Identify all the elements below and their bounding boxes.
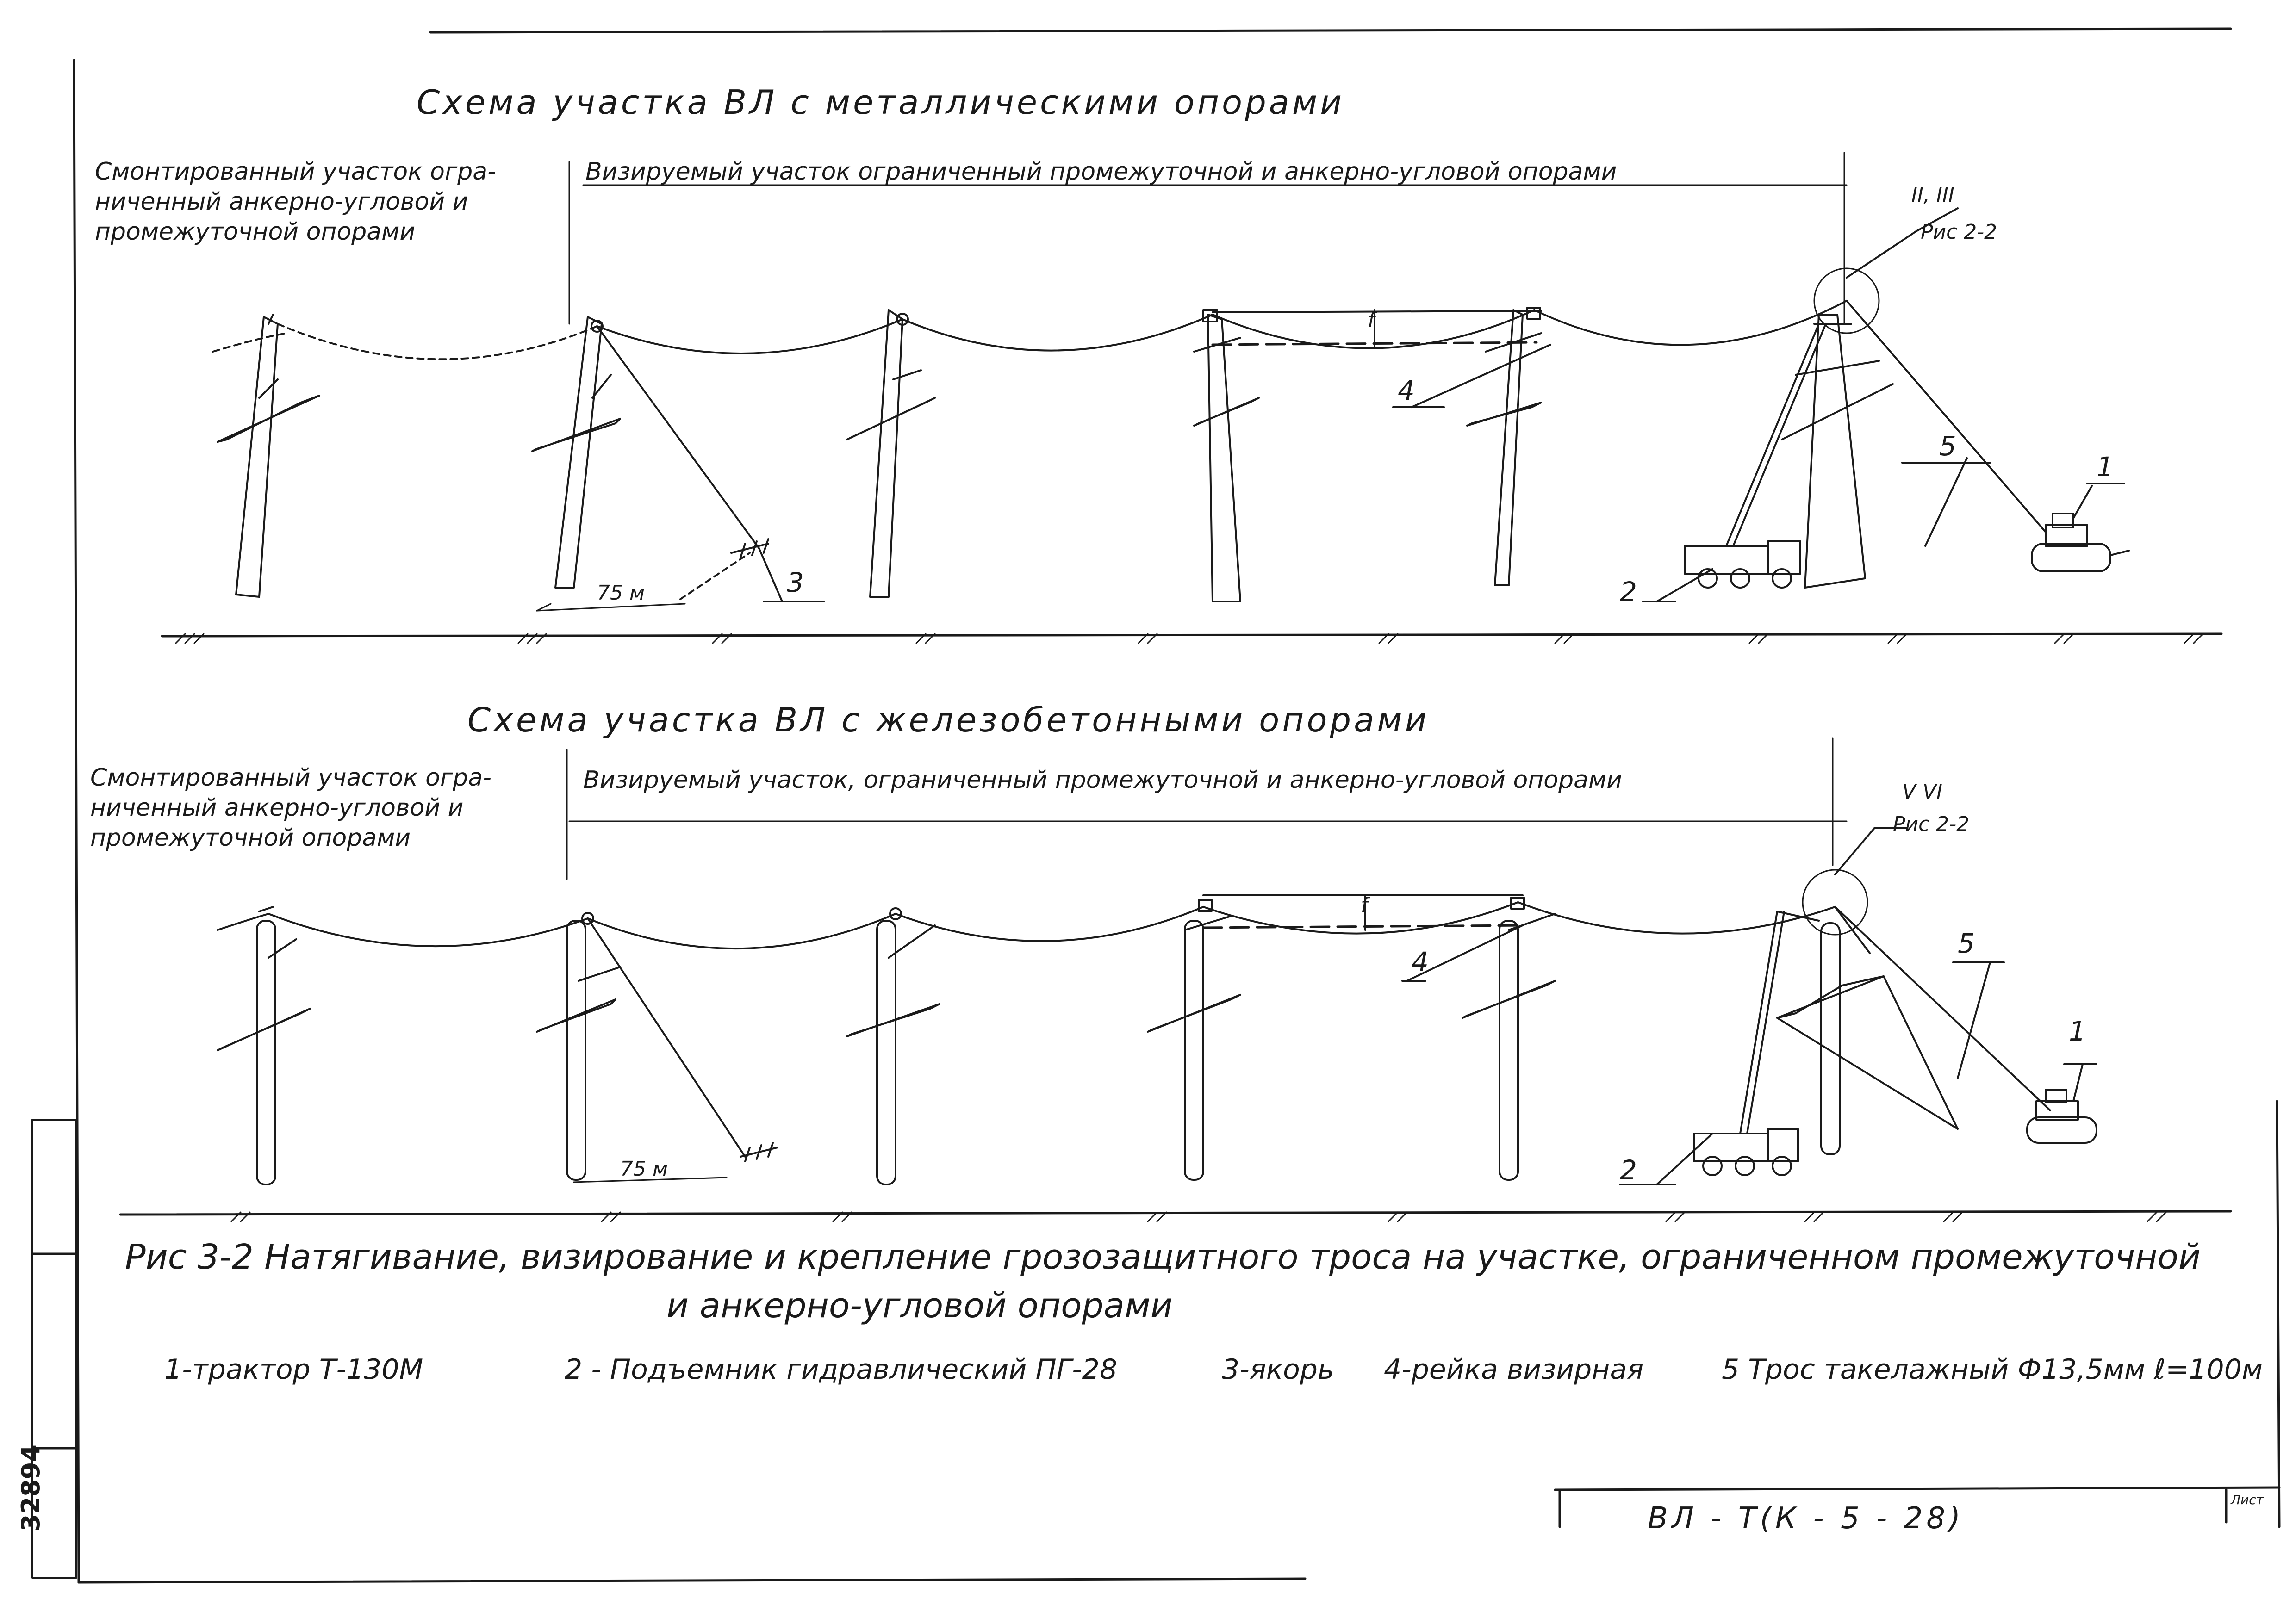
bottom-callout-tractor: 1 [2069,1016,2086,1047]
stamp-designation: ВЛ - Т(К - 5 - 28) [1648,1501,1964,1536]
bottom-distance: 75 м [620,1157,668,1181]
bottom-callout-lift: 2 [1620,1154,1637,1186]
bottom-callout-rod: 4 [1412,946,1429,978]
legend-item-4: 4-рейка визирная [1384,1353,1644,1386]
steel-tower-4 [1194,310,1259,601]
legend-item-1: 1-трактор Т-130М [164,1353,423,1386]
steel-tower-2 [532,317,620,588]
top-callout-lift: 2 [1620,576,1637,607]
top-section-left-line3: промежуточной опорами [95,218,416,246]
top-ref-sheet: Рис 2-2 [1921,220,1997,244]
bottom-ref-sheet: Рис 2-2 [1893,812,1970,836]
figure-caption-line2: и анкерно-угловой опорами [666,1286,1173,1326]
top-section-left-line1: Смонтированный участок огра- [95,158,496,186]
top-ref-roman: II, III [1911,183,1954,207]
top-callout-anchor: 3 [787,567,804,598]
anchor-angle-pole [1777,870,1958,1154]
concrete-pole-4 [1148,900,1240,1180]
lift-truck-top [1685,324,1826,588]
bottom-ref-roman: V VI [1902,780,1943,804]
bottom-section-left-line3: промежуточной опорами [90,824,411,852]
concrete-pole-1 [218,907,310,1184]
legend-item-3: 3-якорь [1222,1353,1334,1386]
legend-item-5: 5 Трос такелажный Ф13,5мм ℓ=100м [1722,1353,2263,1386]
bottom-section-right: Визируемый участок, ограниченный промежуточной и анкерно-угловой опорами [583,766,1622,794]
bottom-callout-rope: 5 [1958,928,1975,959]
bottom-section-left-line2: ниченный анкерно-угловой и [90,794,464,822]
top-sag-label: f [1368,308,1375,332]
top-section-left-line2: ниченный анкерно-угловой и [95,188,468,216]
top-diagram [162,153,2221,643]
bottom-sag-label: f [1361,893,1368,917]
side-number: 32894 [16,1444,45,1531]
bottom-diagram-title: Схема участка ВЛ с железобетонными опорами [467,700,1430,739]
legend-item-2: 2 - Подъемник гидравлический ПГ-28 [565,1353,1118,1386]
stamp-sheet-label: Лист [2231,1492,2264,1507]
bottom-section-left-line1: Смонтированный участок огра- [90,764,492,792]
concrete-pole-3 [847,908,940,1184]
lift-truck-bottom [1694,911,1819,1175]
anchor-angle-tower [1782,268,1893,588]
top-callout-rod: 4 [1398,375,1415,406]
steel-tower-1 [218,315,319,597]
top-diagram-title: Схема участка ВЛ с металлическими опорами [417,83,1345,122]
figure-caption-line1: Рис 3-2 Натягивание, визирование и крепление грозозащитного троса на участке, ограниченном промежуточной [125,1237,2201,1277]
tractor-top [2032,514,2129,571]
top-callout-tractor: 1 [2097,451,2114,483]
concrete-pole-5 [1462,898,1555,1180]
top-callout-rope: 5 [1939,430,1956,462]
steel-tower-3 [847,310,935,597]
concrete-pole-2 [537,913,620,1180]
top-section-right: Визируемый участок ограниченный промежуточной и анкерно-угловой опорами [585,158,1617,186]
steel-tower-5 [1467,308,1541,585]
top-distance: 75 м [597,581,645,605]
